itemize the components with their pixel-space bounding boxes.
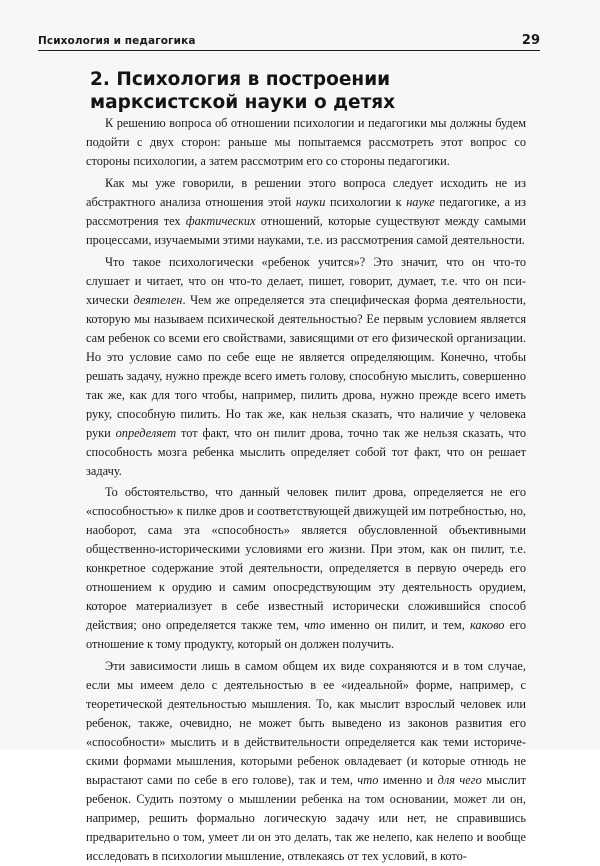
paragraph-4-text-3: его отношение к тому продукту, который он должен получить. <box>86 618 527 652</box>
paragraph-2 <box>86 174 526 250</box>
running-header <box>38 30 540 51</box>
paragraph-3-italic-1: деятелен <box>133 292 183 307</box>
body-text <box>86 114 526 866</box>
paragraph-4-italic-1: что <box>304 618 326 633</box>
paragraph-2-text-1: Как мы уже говорили, в решении этого вопроса следует исходить не из абстрактного анализа отношения этой <box>86 175 526 209</box>
section-heading-line-2: марксистской науки о детях <box>90 92 396 113</box>
paragraph-2-italic-2: науке <box>406 194 435 209</box>
paragraph-2-text-4: отношений, которые существуют между самыми процессами, изучаемыми этими науками, т.е. из рассмотрения самой деятельности. <box>86 213 527 247</box>
paragraph-4-italic-2: каково <box>469 618 505 633</box>
paragraph-5 <box>86 657 526 866</box>
paragraph-1-text: К решению вопроса об отношении психологии и педагогики мы должны будем подойти с двух сторон: раньше мы попытаемся рассмотреть этот вопрос со стороны психологии, а затем рассмотрим его со стороны педагогики. <box>86 116 526 168</box>
section-heading-line-1: 2. Психология в построении <box>90 69 391 90</box>
paragraph-4 <box>86 483 526 654</box>
paragraph-2-italic-1: науки <box>295 194 326 209</box>
paragraph-2-italic-3: фактических <box>185 213 256 228</box>
paragraph-3-text-2: . Чем же определяется эта специфическая форма деятельности, которую мы называем психической деятельностью? Ее первым условием является сам ребенок со всеми его свойствами, зависящими от его физической организации. Но это условие само по себе еще не является определяющим. Конечно, чтобы решать задачу, нужно прежде всего иметь голову, способную мыслить, совершенно так же, как для того чтобы, например, пилить дрова, нужно прежде всего иметь руку, способную пилить. Но так же, как нельзя сказать, что наличие у человека руки <box>86 292 526 440</box>
paragraph-3-text-3: тот факт, что он пилит дрова, точно так же нельзя сказать, что способность мозга ребенка мыслить определяет собой тот факт, что он решает задачу. <box>86 425 527 478</box>
paragraph-3 <box>86 253 526 481</box>
paragraph-2-text-3: педагогике, а из рассмотрения тех <box>86 194 526 228</box>
paragraph-5-text-2: именно и <box>378 773 438 788</box>
paragraph-3-italic-2: определяет <box>115 425 177 440</box>
page-number: 29 <box>521 33 540 48</box>
paragraph-2-text-2: психологии к <box>325 194 407 209</box>
paragraph-4-text-1: То обстоятельство, что данный человек пилит дрова, определяется не его «способностью» к пилке дров и соответствующей движущей им потребностью, но, наоборот, сама эта «способность» является обусловленной объективными общественно-историческими условиями его жизни. При этом, как он пилит, т.е. конкретное содержание этой деятельности, определяется в первую очередь его отношением к орудию и самим опосредствующим эту деятельность орудием, которое материализует в себе известный исторически сложившийся способ действия; оно определяется также тем, <box>86 485 526 633</box>
header-title: Психология и педагогика <box>38 35 196 47</box>
paragraph-1 <box>86 114 526 171</box>
paragraph-4-text-2: именно он пилит, и тем, <box>325 618 470 633</box>
section-heading <box>90 68 510 114</box>
paragraph-3-text-1: Что такое психологически «ребенок учится»? Это значит, что он что-то слушает и читает, что он что-то делает, пишет, говорит, думает, т.е. что он психически <box>86 254 526 307</box>
paragraph-5-text-3: мыслит ребенок. Судить поэтому о мышлении ребенка на том основании, может ли он, например, решить формально логическую задачу или нет, не справившись предварительно о том, умеет ли он это делать, так же нелепо, как нелепо и вообще исследовать в психологии мышление, отвлекаясь от тех условий, в кото- <box>86 773 526 864</box>
paragraph-5-text-1: Эти зависимости лишь в самом общем их виде сохраняются и в том случае, если мы имеем дело с деятельностью в ее «идеальной» форме, например, с теоретической деятельностью мышления. То, как мыслит взрослый человек или ребенок, также, очевидно, не может быть выведено из законов развития его «способности» мыслить и в действительности определяется как теми историческими формами мышления, которыми ребенок овладевает (и которые отнюдь не вырастают сами по себе в его голове), так и тем, <box>86 659 526 788</box>
paragraph-5-italic-2: для чего <box>437 773 482 788</box>
paragraph-5-italic-1: что <box>357 773 379 788</box>
